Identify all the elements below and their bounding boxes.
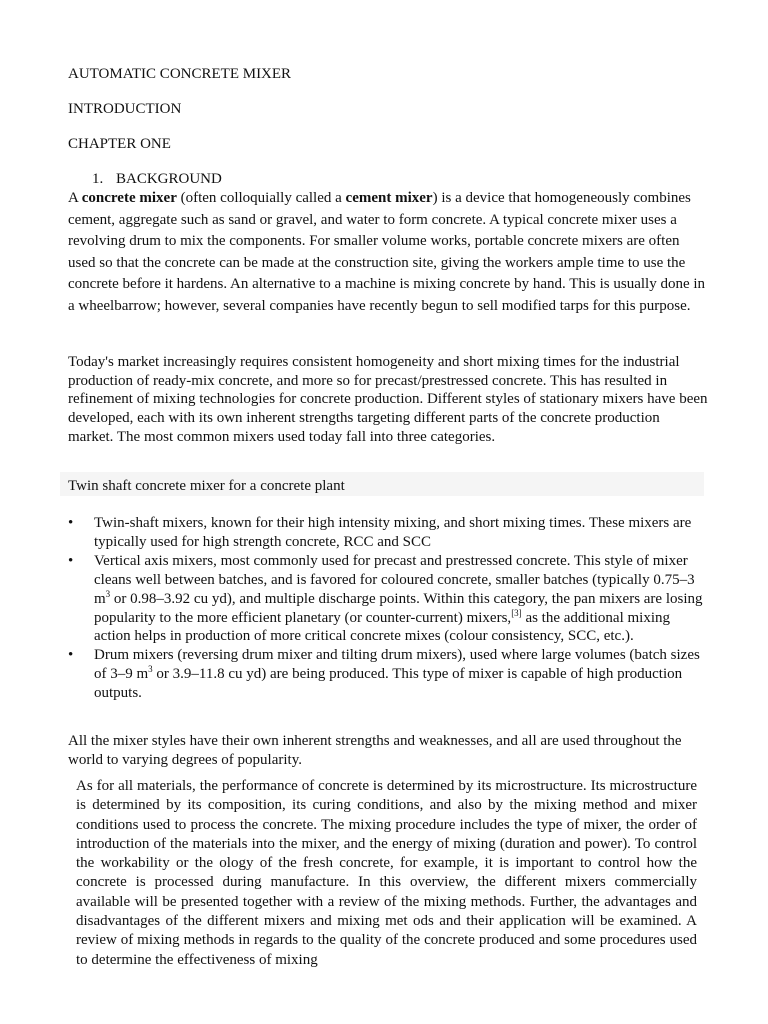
list-item xyxy=(68,514,708,552)
superscript: 3 xyxy=(105,588,111,599)
paragraph-summary: All the mixer styles have their own inherent strengths and weaknesses, and all are used throughout the world to varying degrees of popularity. xyxy=(68,733,682,768)
bullet-text: as the additional mixing action helps in production of more critical concrete mixes (colour consistency, SCC, etc.). xyxy=(94,609,670,645)
paragraph-market: Today's market increasingly requires consistent homogeneity and short mixing times for the industrial production of ready-mix concrete, and more so for precast/prestressed concrete. This has resulted in refinement of mixing technologies for concrete production. Different styles of stationary mixers have been developed, each with its own inherent strengths targeting different parts of the concrete production market. The most common mixers used today fall into three categories. xyxy=(68,354,708,445)
bullet-marker: • xyxy=(68,515,74,531)
introduction-heading: INTRODUCTION xyxy=(68,101,182,117)
bullet-marker: • xyxy=(68,647,74,664)
figure-caption xyxy=(60,472,704,496)
list-item xyxy=(68,646,708,703)
bold-term-cement-mixer: cement mixer xyxy=(345,190,433,206)
background-heading xyxy=(92,170,222,188)
caption-text: Twin shaft concrete mixer for a concrete plant xyxy=(68,478,345,494)
bold-term-concrete-mixer: concrete mixer xyxy=(81,190,177,206)
citation-link[interactable]: [3] xyxy=(511,607,522,618)
bullet-text: Vertical axis mixers, most commonly used for precast and prestressed concrete. This style of mixer cleans well between batches, and is favored for coloured concrete, smaller batches (typically 0.75–3 m xyxy=(94,552,695,607)
bullet-text: or 3.9–11.8 cu yd) are being produced. This type of mixer is capable of high production outputs. xyxy=(94,666,683,702)
paragraph-microstructure: As for all materials, the performance of concrete is determined by its microstructure. Its microstructure is determined by its composition, its curing conditions, and also by the mixing method and mixer conditions used to process the concrete. The mixing procedure includes the type of mixer, the order of introduction of the materials into the mixer, and the energy of mixing (duration and power). To control the workability or the ology of the fresh concrete, for example, it is important to control how the concrete is processed during manufacture. In this overview, the different mixers commercially available will be presented together with a review of the mixing methods. Further, the advantages and disadvantages of the different mixers and mixing met ods and their application will be examined. A review of mixing methods in regards to the quality of the concrete produced and some procedures used to determine the effectiveness of mixing xyxy=(76,778,697,968)
list-item xyxy=(68,552,708,647)
bullet-text: or 0.98–3.92 cu yd), and multiple discharge points. Within this category, the pan mixers are losing popularity to the more efficient planetary (or counter-current) mixers, xyxy=(94,590,703,626)
mixer-types-list xyxy=(68,514,708,703)
bullet-marker: • xyxy=(68,552,74,569)
paragraph-text: A xyxy=(68,190,82,206)
superscript: 3 xyxy=(148,664,153,675)
chapter-heading: CHAPTER ONE xyxy=(68,136,171,152)
document-title: AUTOMATIC CONCRETE MIXER xyxy=(68,66,292,82)
bullet-text: Drum mixers (reversing drum mixer and tilting drum mixers), used where large volumes (batch sizes of 3–9 m xyxy=(94,647,700,683)
paragraph-text: ) is a device that homogeneously combines cement, aggregate such as sand or gravel, and water to form concrete. A typical concrete mixer uses a revolving drum to mix the components. For smaller volume works, portable concrete mixers are often used so that the concrete can be made at the construction site, giving the workers ample time to use the concrete before it hardens. An alternative to a machine is mixing concrete by hand. This is usually done in a wheelbarrow; however, several companies have recently begun to sell modified tarps for this purpose. xyxy=(68,190,706,314)
background-heading-text: BACKGROUND xyxy=(116,171,222,187)
paragraph-text: (often colloquially called a xyxy=(176,190,346,206)
background-number: 1. xyxy=(92,171,104,187)
paragraph-definition xyxy=(68,188,708,317)
bullet-text: Twin-shaft mixers, known for their high intensity mixing, and short mixing times. These mixers are typically used for high strength concrete, RCC and SCC xyxy=(94,515,692,550)
